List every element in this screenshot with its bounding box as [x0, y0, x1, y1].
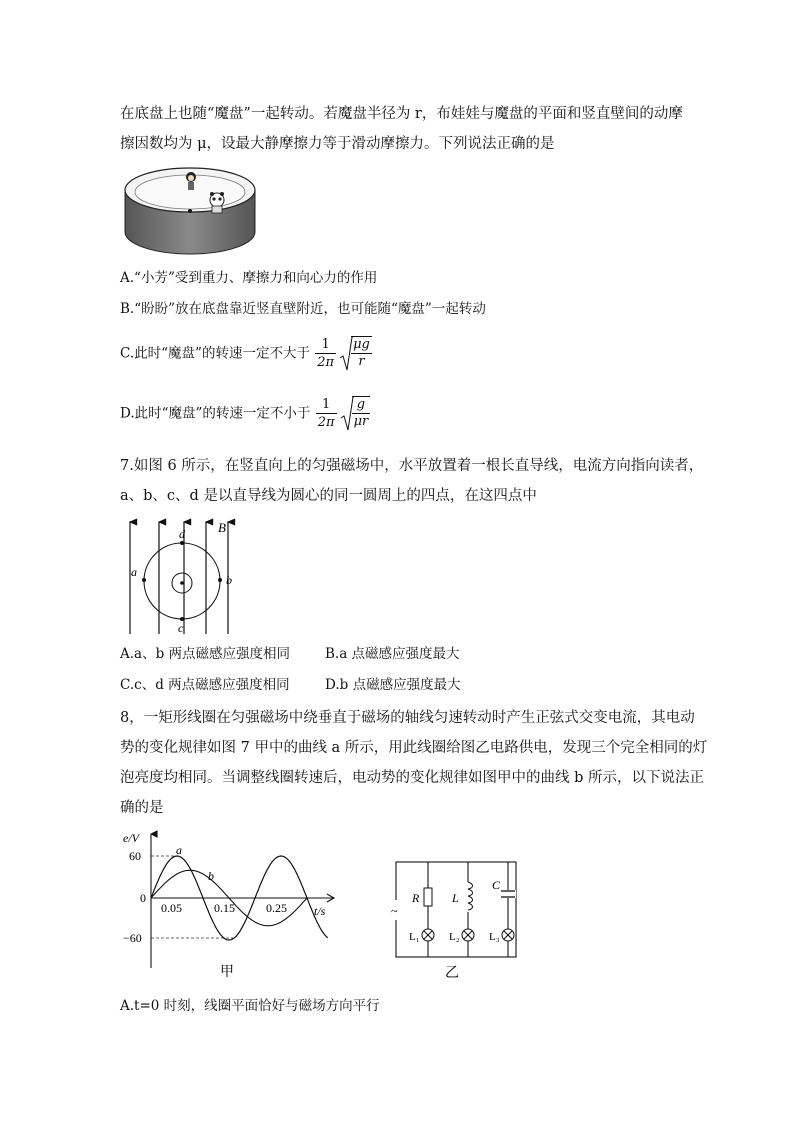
magnetic-field-figure [118, 516, 258, 636]
label-L: L [452, 891, 459, 905]
formula-d-fraction [316, 397, 337, 431]
formula-d-sqrt [340, 396, 371, 431]
graph-caption: 甲 [220, 965, 234, 980]
q6-text-line1: 在底盘上也随“魔盘”一起转动。若魔盘半径为 r，布娃娃与魔盘的平面和竖直壁间的动摩 [120, 106, 683, 122]
curve-a-label: a [176, 843, 182, 857]
q7-text-line2: a、b、c、d 是以直导线为圆心的同一圆周上的四点，在这四点中 [120, 488, 537, 504]
q8-text-line1: 8，一矩形线圈在匀强磁场中绕垂直于磁场的轴线匀速转动时产生正弦式交变电流，其电动 [120, 710, 695, 726]
q7-option-c[interactable]: C.c、d 两点磁感应强度相同 [120, 677, 290, 693]
q8-text-line3: 泡亮度均相同。当调整线圈转速后，电动势的变化规律如图甲中的曲线 b 所示，以下说法正 [120, 770, 704, 786]
q6-option-a[interactable]: A.“小芳”受到重力、摩擦力和向心力的作用 [120, 270, 378, 286]
label-d: d [179, 527, 185, 541]
resistor-icon [424, 888, 432, 906]
magic-disc-figure [120, 160, 260, 260]
q6-option-d-label: D.此时“魔盘”的转速一定不小于 [120, 405, 311, 422]
xtick-025: 0.25 [266, 901, 287, 915]
formula-c-num: 1 [315, 337, 336, 354]
ac-source-icon: ~ [391, 904, 398, 918]
label-a: a [131, 565, 137, 579]
formula-d-den: 2π [317, 414, 335, 430]
ytick-60: 60 [129, 849, 141, 863]
formula-c-rad-den: r [358, 354, 365, 369]
formula-d-rad-num: g [352, 397, 371, 414]
curve-b-label: b [208, 869, 214, 883]
circuit-caption: 乙 [445, 966, 459, 981]
q8-option-a[interactable]: A.t=0 时刻，线圈平面恰好与磁场方向平行 [120, 998, 380, 1014]
graph-ylabel: e/V [123, 831, 139, 845]
q7-text-line1: 7.如图 6 所示，在竖直向上的匀强磁场中，水平放置着一根长直导线，电流方向指向读者， [120, 458, 704, 474]
formula-c-sqrt [339, 336, 372, 371]
q6-text-line2: 擦因数均为 μ，设最大静摩擦力等于滑动摩擦力。下列说法正确的是 [120, 136, 555, 152]
q7-option-b[interactable]: B.a 点磁感应强度最大 [325, 646, 460, 662]
wire-dot [180, 581, 184, 585]
formula-c-fraction [315, 337, 336, 371]
q8-text-line4: 确的是 [120, 800, 164, 816]
lamp-label-3: L₃ [489, 931, 500, 943]
lamp-label-2: L₂ [449, 931, 460, 943]
xtick-015: 0.15 [214, 901, 235, 915]
label-R: R [412, 891, 420, 905]
emf-graph [118, 828, 340, 980]
ytick-neg60: −60 [123, 931, 142, 945]
label-b: b [226, 573, 232, 587]
q8-text-line2: 势的变化规律如图 7 甲中的曲线 a 所示，用此线圈给图乙电路供电，发现三个完全相同的灯 [120, 740, 708, 756]
q6-option-b[interactable]: B.“盼盼”放在底盘靠近竖直壁附近，也可能随“魔盘”一起转动 [120, 301, 486, 317]
q6-option-c[interactable] [120, 336, 372, 371]
panda-panpan-icon [210, 192, 224, 213]
circle-path [144, 543, 220, 619]
formula-d-rad-den: μr [353, 414, 369, 429]
formula-c-rad-num: μg [353, 337, 370, 352]
q7-option-a[interactable]: A.a、b 两点磁感应强度相同 [120, 646, 291, 662]
q7-option-d[interactable]: D.b 点磁感应强度最大 [325, 677, 461, 693]
circuit-diagram [388, 852, 528, 982]
xtick-005: 0.05 [161, 901, 182, 915]
label-c: c [178, 621, 184, 635]
q6-option-d[interactable] [120, 396, 370, 431]
label-C: C [492, 878, 501, 892]
graph-xlabel: t/s [314, 904, 326, 918]
q6-option-c-label: C.此时“魔盘”的转速一定不大于 [120, 345, 310, 362]
ytick-0: 0 [140, 891, 146, 905]
formula-d-num: 1 [316, 397, 337, 414]
formula-c-den: 2π [317, 354, 335, 370]
label-B: B [218, 520, 226, 535]
lamp-label-1: L₁ [409, 931, 420, 943]
